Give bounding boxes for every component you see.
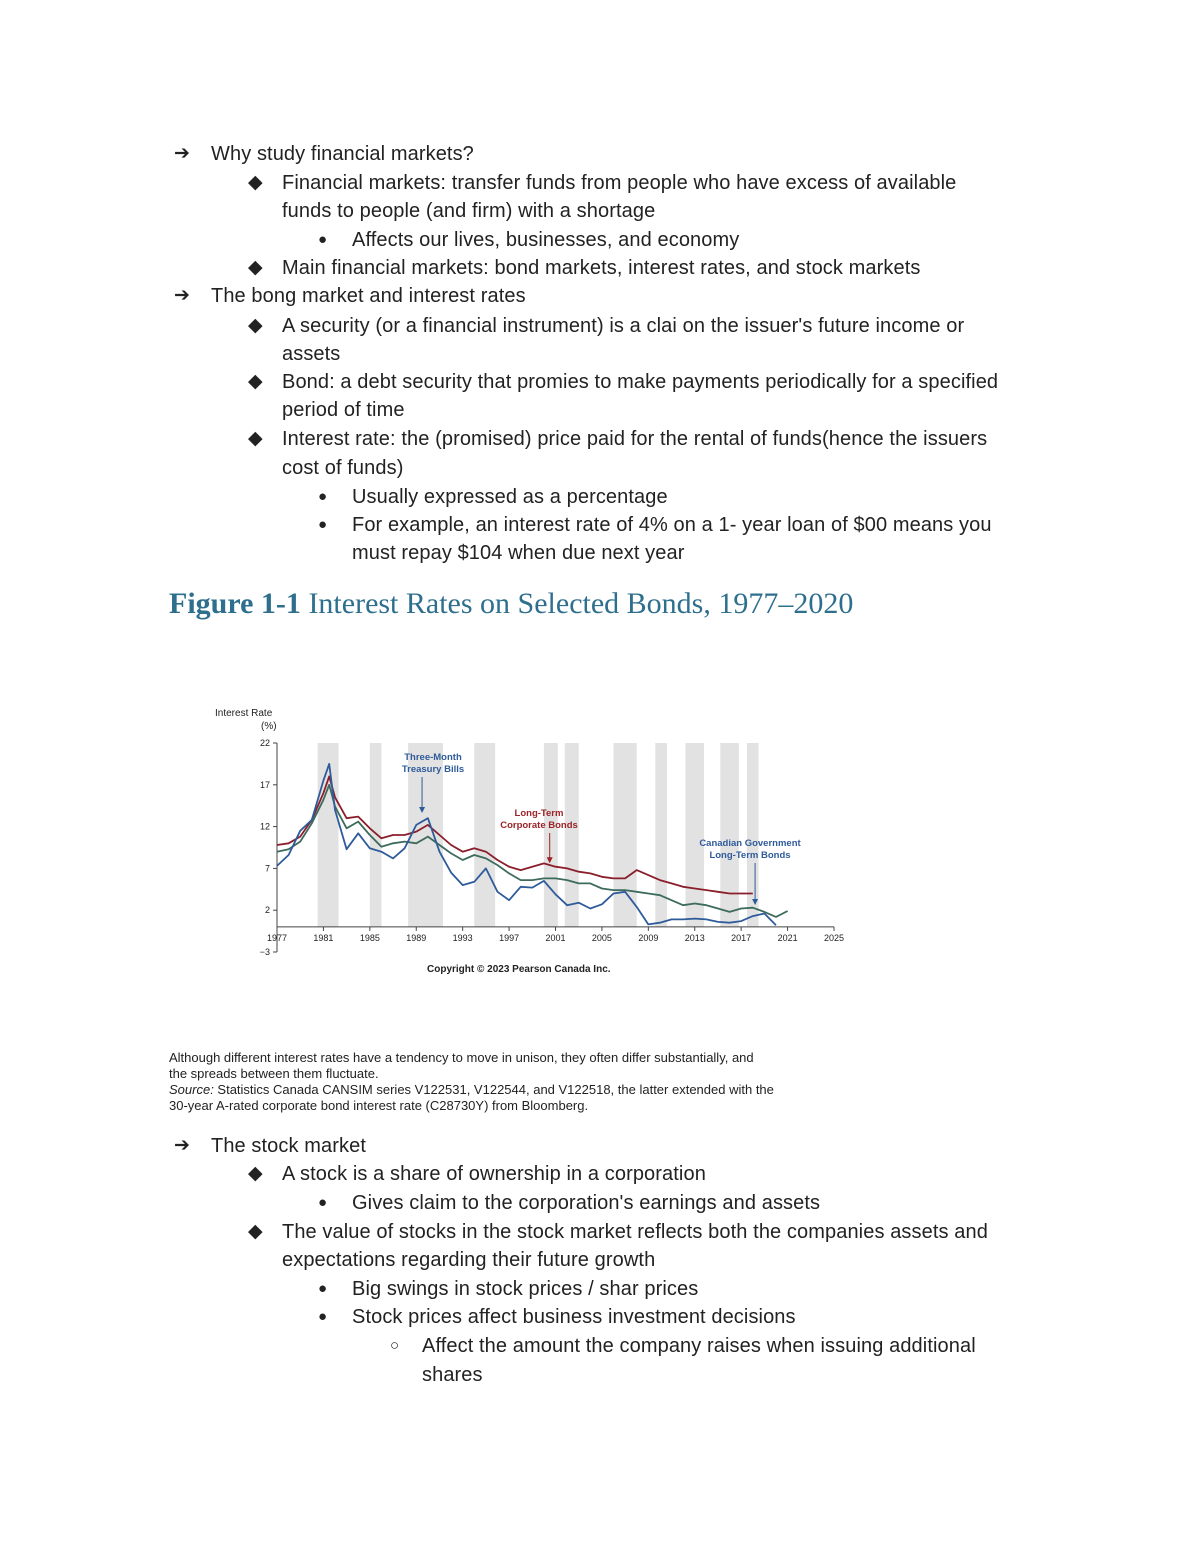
bullet-text: A security (or a financial instrument) is a clai on the issuer's future income or (282, 315, 965, 337)
x-tick-label: 2009 (638, 932, 659, 943)
source-text: Statistics Canada CANSIM series V122531, V122544, and V122518, the latter extended with the (213, 1082, 774, 1097)
x-tick-label: 2017 (731, 932, 752, 943)
x-tick-label: 1981 (313, 932, 334, 943)
diamond-bullet-icon: ◆ (248, 371, 263, 392)
dot-bullet-icon: ● (318, 516, 328, 533)
annotation-label: Long-Term Bonds (709, 850, 791, 861)
diamond-bullet-icon: ◆ (248, 257, 263, 278)
arrow-bullet-icon: ➔ (174, 285, 190, 306)
y-tick-label: 22 (259, 738, 270, 748)
annotation-label: Three-Month (404, 752, 462, 763)
recession-band (655, 743, 667, 927)
bullet-text: A stock is a share of ownership in a corporation (282, 1163, 706, 1185)
diamond-bullet-icon: ◆ (248, 1221, 263, 1242)
interest-rate-chart (205, 700, 865, 990)
bullet-text: Interest rate: the (promised) price paid for the rental of funds(hence the issuers (282, 428, 988, 450)
y-tick-label: −3 (259, 947, 270, 957)
recession-band (544, 743, 558, 927)
bullet-text: Affects our lives, businesses, and economy (352, 229, 740, 251)
bullet-text: For example, an interest rate of 4% on a 1- year loan of $00 means you (352, 514, 992, 536)
figure-title (169, 586, 853, 622)
bullet-text: Main financial markets: bond markets, interest rates, and stock markets (282, 257, 921, 279)
x-tick-label: 2001 (545, 932, 566, 943)
arrow-bullet-icon: ➔ (174, 143, 190, 164)
bullet-text: The value of stocks in the stock market reflects both the companies assets and (282, 1221, 988, 1243)
chart-copyright: Copyright © 2023 Pearson Canada Inc. (427, 964, 611, 975)
figure-caption: the spreads between them fluctuate. (169, 1066, 379, 1081)
bullet-text: Gives claim to the corporation's earnings and assets (352, 1192, 821, 1214)
bullet-text: cost of funds) (282, 457, 404, 479)
bullet-text: Financial markets: transfer funds from people who have excess of available (282, 172, 957, 194)
circle-bullet-icon: ○ (390, 1337, 400, 1354)
bullet-text: Big swings in stock prices / shar prices (352, 1278, 699, 1300)
figure-caption-source (169, 1082, 774, 1098)
arrow-bullet-icon: ➔ (174, 1135, 190, 1156)
dot-bullet-icon: ● (318, 1308, 328, 1325)
x-tick-label: 1989 (406, 932, 427, 943)
dot-bullet-icon: ● (318, 1194, 328, 1211)
y-axis-label-unit: (%) (261, 721, 277, 732)
bullet-text: shares (422, 1364, 483, 1386)
bullet-text: period of time (282, 399, 405, 421)
x-tick-label: 1977 (266, 932, 288, 943)
y-axis-label: Interest Rate (215, 708, 273, 719)
x-tick-label: 2021 (777, 932, 798, 943)
diamond-bullet-icon: ◆ (248, 428, 263, 449)
diamond-bullet-icon: ◆ (248, 315, 263, 336)
bullet-text: assets (282, 343, 341, 365)
bullet-text: must repay $104 when due next year (352, 542, 685, 564)
annotation-label: Canadian Government (699, 838, 801, 849)
y-tick-label: 7 (264, 863, 270, 874)
figure-label: Figure 1-1 (169, 587, 301, 620)
recession-band (370, 743, 382, 927)
bullet-text: expectations regarding their future growth (282, 1249, 656, 1271)
x-tick-label: 2025 (823, 932, 845, 943)
figure-caption: 30-year A-rated corporate bond interest rate (C28730Y) from Bloomberg. (169, 1098, 589, 1113)
x-tick-label: 2013 (684, 932, 705, 943)
diamond-bullet-icon: ◆ (248, 1163, 263, 1184)
dot-bullet-icon: ● (318, 1280, 328, 1297)
bullet-text: Usually expressed as a percentage (352, 486, 668, 508)
heading-why-study: Why study financial markets? (211, 143, 474, 165)
bullet-text: Affect the amount the company raises when issuing additional (422, 1335, 976, 1357)
y-tick-label: 12 (259, 821, 270, 832)
x-tick-label: 1993 (452, 932, 473, 943)
recession-band (614, 743, 637, 927)
figure-caption: Although different interest rates have a tendency to move in unison, they often differ substantially, and (169, 1050, 754, 1065)
annotation-label: Corporate Bonds (500, 820, 578, 831)
recession-band (685, 743, 704, 927)
diamond-bullet-icon: ◆ (248, 172, 263, 193)
x-tick-label: 2005 (591, 932, 612, 943)
dot-bullet-icon: ● (318, 488, 328, 505)
heading-bond-market: The bong market and interest rates (211, 285, 526, 307)
recession-band (474, 743, 495, 927)
figure-title-text: Interest Rates on Selected Bonds, 1977–2020 (300, 587, 854, 620)
dot-bullet-icon: ● (318, 231, 328, 248)
bullet-text: funds to people (and firm) with a shortage (282, 200, 656, 222)
x-tick-label: 1997 (499, 932, 520, 943)
recession-band (318, 743, 339, 927)
y-tick-label: 17 (259, 779, 270, 790)
bullet-text: Bond: a debt security that promies to make payments periodically for a specified (282, 371, 999, 393)
bullet-text: Stock prices affect business investment decisions (352, 1306, 796, 1328)
annotation-label: Long-Term (514, 808, 564, 819)
recession-band (720, 743, 739, 927)
x-tick-label: 1985 (359, 932, 380, 943)
annotation-label: Treasury Bills (401, 764, 465, 775)
source-label: Source: (169, 1082, 214, 1097)
y-tick-label: 2 (264, 905, 270, 916)
heading-stock-market: The stock market (211, 1135, 366, 1157)
recession-band (565, 743, 579, 927)
